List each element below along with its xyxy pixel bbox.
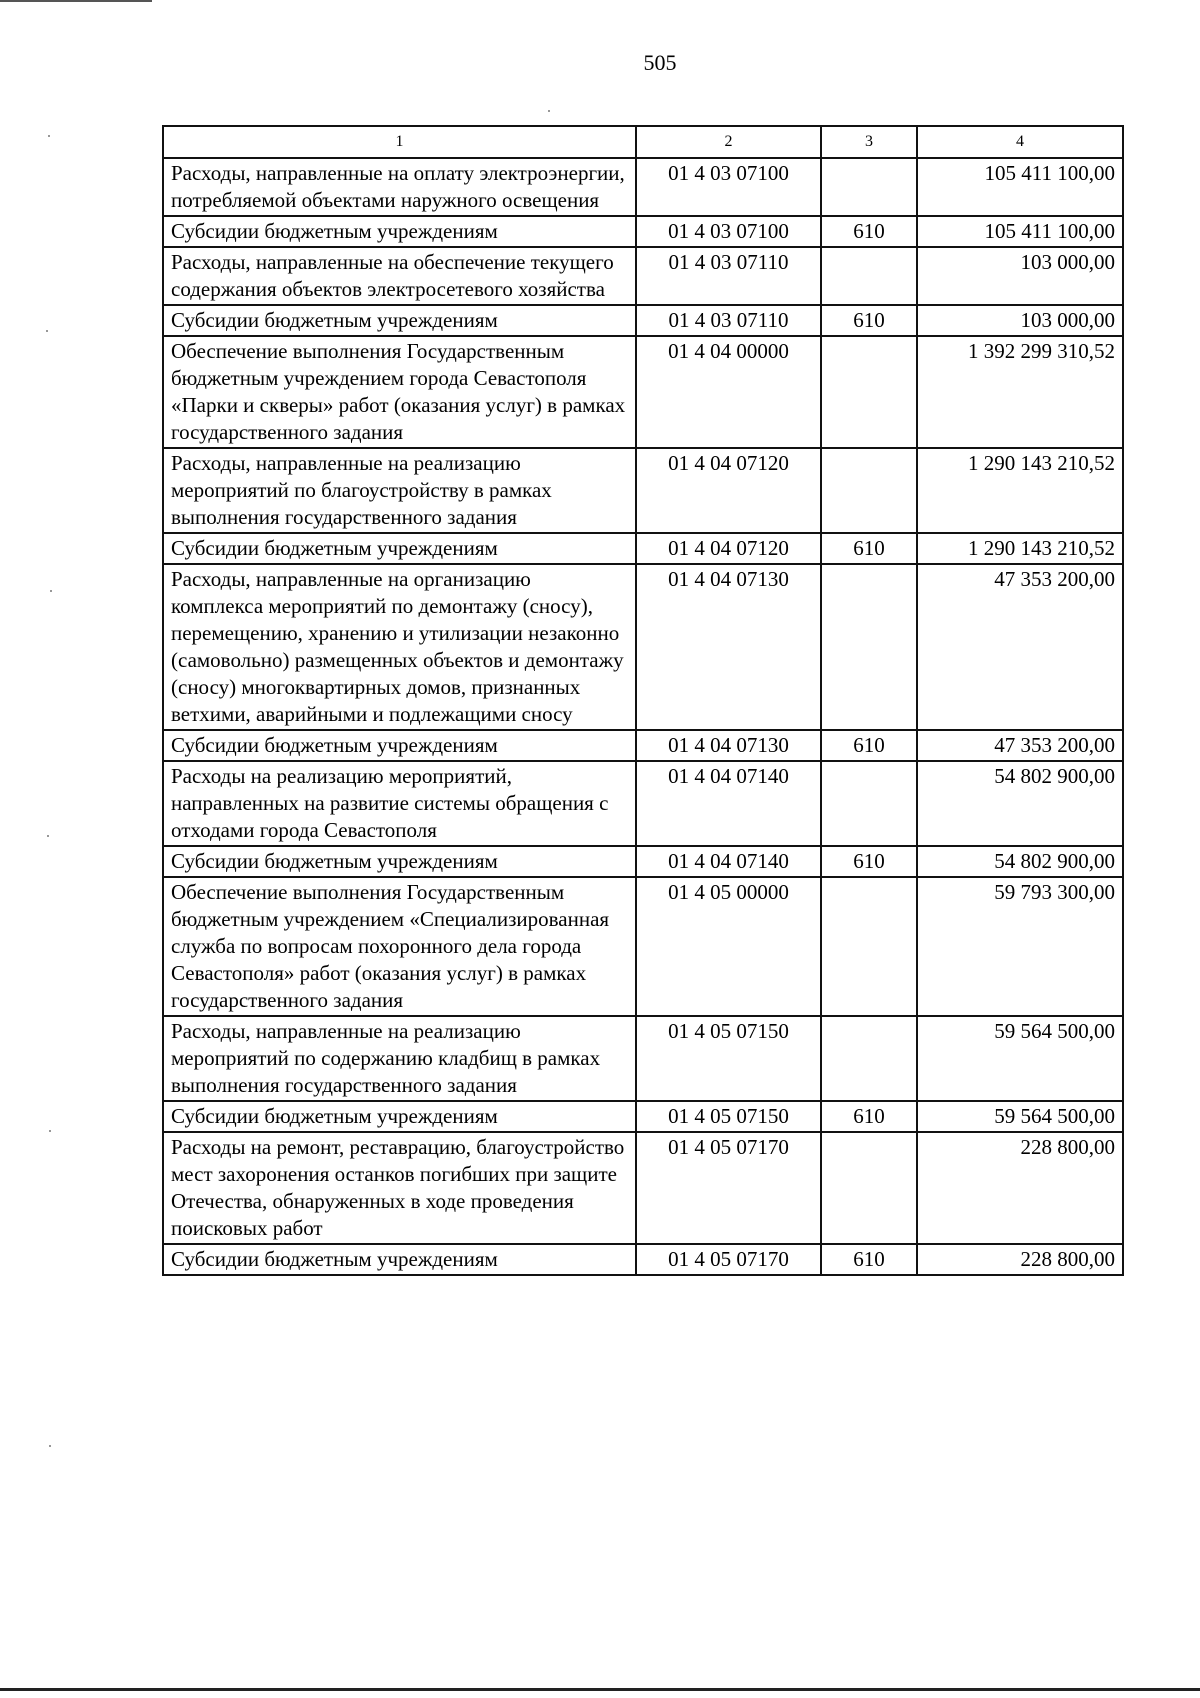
row-amount-cell: 1 392 299 310,52 xyxy=(917,336,1123,448)
row-amount-cell: 228 800,00 xyxy=(917,1132,1123,1244)
table-body xyxy=(163,158,1123,1275)
row-code-cell: 01 4 05 00000 xyxy=(636,877,821,1016)
row-code-cell: 01 4 03 07100 xyxy=(636,158,821,216)
row-code-cell: 01 4 04 07120 xyxy=(636,533,821,564)
row-expense-type-cell: 610 xyxy=(821,846,917,877)
row-expense-type-cell: 610 xyxy=(821,216,917,247)
table-row xyxy=(163,1016,1123,1101)
row-name-cell: Субсидии бюджетным учреждениям xyxy=(163,730,636,761)
row-amount-cell: 54 802 900,00 xyxy=(917,846,1123,877)
table-row xyxy=(163,158,1123,216)
row-amount-cell: 59 564 500,00 xyxy=(917,1016,1123,1101)
column-header-3: 3 xyxy=(821,126,917,158)
row-expense-type-cell xyxy=(821,158,917,216)
row-amount-cell: 103 000,00 xyxy=(917,247,1123,305)
scan-edge-line xyxy=(0,0,152,2)
row-name-cell: Субсидии бюджетным учреждениям xyxy=(163,1101,636,1132)
row-expense-type-cell xyxy=(821,1132,917,1244)
table-row xyxy=(163,216,1123,247)
row-amount-cell: 103 000,00 xyxy=(917,305,1123,336)
table-row xyxy=(163,877,1123,1016)
table-header xyxy=(163,126,1123,158)
row-expense-type-cell xyxy=(821,247,917,305)
row-expense-type-cell xyxy=(821,761,917,846)
table-row xyxy=(163,448,1123,533)
table-row xyxy=(163,1101,1123,1132)
row-expense-type-cell: 610 xyxy=(821,305,917,336)
row-amount-cell: 228 800,00 xyxy=(917,1244,1123,1275)
row-expense-type-cell: 610 xyxy=(821,1101,917,1132)
table-row xyxy=(163,730,1123,761)
row-expense-type-cell xyxy=(821,1016,917,1101)
row-name-cell: Расходы, направленные на реализацию мероприятий по благоустройству в рамках выполнения государственного задания xyxy=(163,448,636,533)
row-expense-type-cell: 610 xyxy=(821,730,917,761)
row-code-cell: 01 4 04 07120 xyxy=(636,448,821,533)
row-code-cell: 01 4 03 07110 xyxy=(636,305,821,336)
table-row xyxy=(163,564,1123,730)
row-code-cell: 01 4 04 07130 xyxy=(636,730,821,761)
row-amount-cell: 1 290 143 210,52 xyxy=(917,448,1123,533)
row-code-cell: 01 4 04 07140 xyxy=(636,846,821,877)
row-name-cell: Субсидии бюджетным учреждениям xyxy=(163,846,636,877)
row-expense-type-cell xyxy=(821,564,917,730)
row-name-cell: Субсидии бюджетным учреждениям xyxy=(163,533,636,564)
row-name-cell: Расходы, направленные на организацию комплекса мероприятий по демонтажу (сносу), перемещению, хранению и утилизации незаконно (самовольно) размещенных объектов и демонтажу (сносу) многоквартирных домов, признанных ветхими, аварийными и подлежащими сносу xyxy=(163,564,636,730)
page-number: 505 xyxy=(643,50,677,75)
scan-speck xyxy=(548,110,550,112)
table-row xyxy=(163,846,1123,877)
row-code-cell: 01 4 04 07140 xyxy=(636,761,821,846)
row-name-cell: Расходы, направленные на реализацию мероприятий по содержанию кладбищ в рамках выполнения государственного задания xyxy=(163,1016,636,1101)
table-row xyxy=(163,1244,1123,1275)
row-name-cell: Субсидии бюджетным учреждениям xyxy=(163,1244,636,1275)
row-code-cell: 01 4 03 07100 xyxy=(636,216,821,247)
row-amount-cell: 47 353 200,00 xyxy=(917,730,1123,761)
row-code-cell: 01 4 05 07150 xyxy=(636,1016,821,1101)
scan-edge-line xyxy=(0,1688,1200,1691)
table-row xyxy=(163,247,1123,305)
scan-speck xyxy=(50,590,52,592)
row-name-cell: Расходы, направленные на обеспечение текущего содержания объектов электросетевого хозяйства xyxy=(163,247,636,305)
row-name-cell: Расходы на реализацию мероприятий, направленных на развитие системы обращения с отходами города Севастополя xyxy=(163,761,636,846)
table-row xyxy=(163,336,1123,448)
scan-speck xyxy=(49,1130,51,1132)
column-header-2: 2 xyxy=(636,126,821,158)
table-row xyxy=(163,1132,1123,1244)
scan-speck xyxy=(47,835,49,837)
column-header-1: 1 xyxy=(163,126,636,158)
row-name-cell: Обеспечение выполнения Государственным бюджетным учреждением города Севастополя «Парки и скверы» работ (оказания услуг) в рамках государственного задания xyxy=(163,336,636,448)
row-code-cell: 01 4 04 00000 xyxy=(636,336,821,448)
row-amount-cell: 59 793 300,00 xyxy=(917,877,1123,1016)
row-code-cell: 01 4 05 07150 xyxy=(636,1101,821,1132)
row-expense-type-cell: 610 xyxy=(821,533,917,564)
row-name-cell: Расходы на ремонт, реставрацию, благоустройство мест захоронения останков погибших при защите Отечества, обнаруженных в ходе проведения поисковых работ xyxy=(163,1132,636,1244)
row-expense-type-cell xyxy=(821,877,917,1016)
row-expense-type-cell: 610 xyxy=(821,1244,917,1275)
row-code-cell: 01 4 05 07170 xyxy=(636,1132,821,1244)
row-code-cell: 01 4 04 07130 xyxy=(636,564,821,730)
table-row xyxy=(163,761,1123,846)
row-amount-cell: 1 290 143 210,52 xyxy=(917,533,1123,564)
scan-speck xyxy=(46,330,48,332)
scan-speck xyxy=(48,135,50,137)
column-header-4: 4 xyxy=(917,126,1123,158)
scan-speck xyxy=(49,1445,51,1447)
table-row xyxy=(163,533,1123,564)
row-amount-cell: 54 802 900,00 xyxy=(917,761,1123,846)
row-name-cell: Субсидии бюджетным учреждениям xyxy=(163,216,636,247)
row-expense-type-cell xyxy=(821,448,917,533)
row-amount-cell: 105 411 100,00 xyxy=(917,216,1123,247)
row-amount-cell: 105 411 100,00 xyxy=(917,158,1123,216)
row-name-cell: Обеспечение выполнения Государственным бюджетным учреждением «Специализированная служба по вопросам похоронного дела города Севастополя» работ (оказания услуг) в рамках государственного задания xyxy=(163,877,636,1016)
row-code-cell: 01 4 05 07170 xyxy=(636,1244,821,1275)
row-code-cell: 01 4 03 07110 xyxy=(636,247,821,305)
budget-table xyxy=(162,125,1124,1276)
table-row xyxy=(163,305,1123,336)
row-amount-cell: 47 353 200,00 xyxy=(917,564,1123,730)
row-expense-type-cell xyxy=(821,336,917,448)
header-row xyxy=(163,126,1123,158)
row-name-cell: Субсидии бюджетным учреждениям xyxy=(163,305,636,336)
row-name-cell: Расходы, направленные на оплату электроэнергии, потребляемой объектами наружного освещения xyxy=(163,158,636,216)
row-amount-cell: 59 564 500,00 xyxy=(917,1101,1123,1132)
